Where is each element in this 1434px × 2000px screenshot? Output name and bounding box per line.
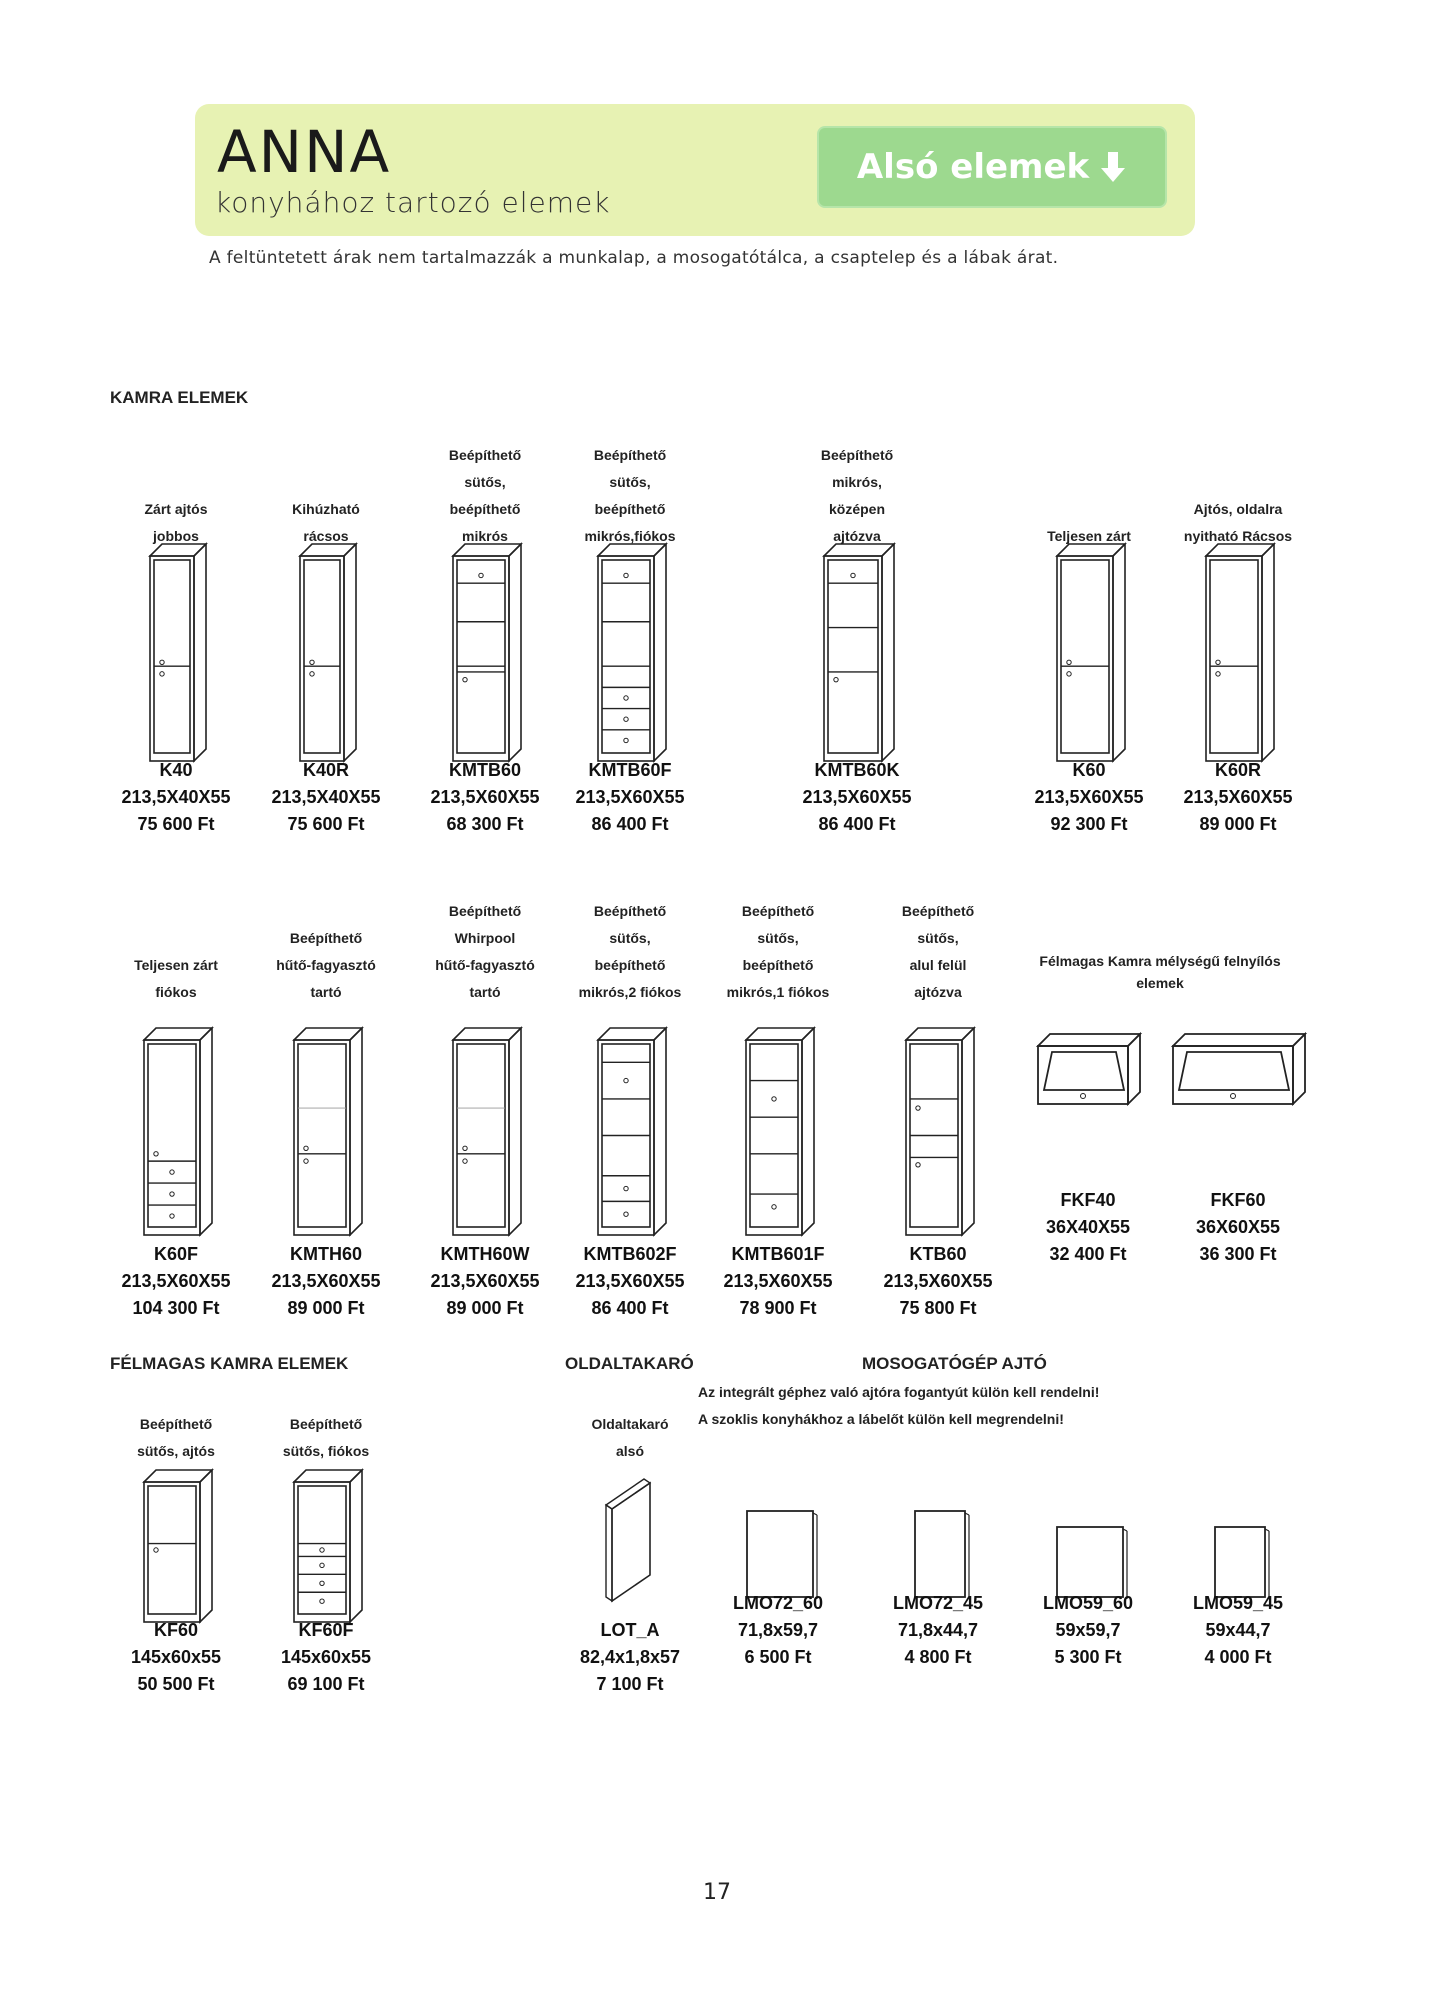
- section-oldaltakaro-title: OLDALTAKARÓ: [565, 1354, 694, 1373]
- product-code-block: [96, 1617, 256, 1698]
- item-size: 213,5X60X55: [271, 1271, 381, 1291]
- item-price: 86 400 Ft: [818, 814, 896, 834]
- product-code-block: [858, 1241, 1018, 1322]
- item-description: [863, 898, 1013, 1006]
- item-price: 36 300 Ft: [1199, 1244, 1277, 1264]
- item-code: K60R: [1214, 760, 1262, 780]
- item-price: 104 300 Ft: [132, 1298, 220, 1318]
- item-code: K40: [159, 760, 193, 780]
- item-size: 213,5X60X55: [430, 1271, 540, 1291]
- item-code: KMTB60F: [588, 760, 672, 780]
- item-code: KTB60: [909, 1244, 967, 1264]
- fkf-description: [1020, 950, 1300, 994]
- product-code-block: [96, 1241, 256, 1322]
- description-line: Beépíthető: [289, 930, 363, 946]
- item-code: FKF40: [1060, 1190, 1116, 1210]
- description-line: jobbos: [153, 528, 199, 544]
- price-disclaimer: A feltüntetett árak nem tartalmazzák a munkalap, a mosogatótálca, a csaptelep és a lábak árat.: [209, 248, 1059, 268]
- cabinet-drawing: [292, 1468, 368, 1626]
- item-price: 75 600 Ft: [287, 814, 365, 834]
- description-line: mikrós: [462, 528, 508, 544]
- item-price: 89 000 Ft: [446, 1298, 524, 1318]
- description-line: Teljesen zárt: [1047, 528, 1131, 544]
- product-code-block: [550, 757, 710, 838]
- wall-unit-drawing: [1171, 1030, 1315, 1120]
- cabinet-drawing: [148, 542, 212, 765]
- product-code-block: [777, 757, 937, 838]
- note-handle: Az integrált géphez való ajtóra fogantyút külön kell rendelni!: [698, 1384, 1100, 1400]
- brand-subtitle: konyhához tartozó elemek: [215, 186, 611, 219]
- item-description: [555, 1411, 705, 1465]
- description-line: Félmagas Kamra mélységű felnyílós: [1039, 953, 1281, 969]
- description-line: Kihúzható: [292, 501, 360, 517]
- description-line: középen: [828, 501, 885, 517]
- description-line: beépíthető: [594, 501, 666, 517]
- item-price: 75 800 Ft: [899, 1298, 977, 1318]
- description-line: alsó: [615, 1443, 644, 1459]
- item-size: 213,5X60X55: [121, 1271, 231, 1291]
- description-line: alul felül: [909, 957, 967, 973]
- cabinet-drawing: [596, 1026, 672, 1239]
- item-code: LOT_A: [600, 1620, 660, 1640]
- description-line: sütős,: [757, 930, 799, 946]
- product-code-block: [1009, 757, 1169, 838]
- product-code-block: [1008, 1187, 1168, 1268]
- item-size: 213,5X60X55: [575, 787, 685, 807]
- item-size: 213,5X60X55: [883, 1271, 993, 1291]
- item-code: K60: [1072, 760, 1106, 780]
- arrow-down-icon: [1099, 150, 1127, 184]
- description-line: Beépíthető: [901, 903, 975, 919]
- description-line: sütős, ajtós: [137, 1443, 215, 1459]
- description-line: Teljesen zárt: [134, 957, 218, 973]
- item-description: [782, 442, 932, 550]
- item-code: KMTB601F: [731, 1244, 825, 1264]
- item-size: 36X40X55: [1045, 1217, 1131, 1237]
- product-code-block: [1158, 1187, 1318, 1268]
- cabinet-drawing: [142, 1026, 218, 1239]
- item-code: K40R: [302, 760, 350, 780]
- also-elemek-button[interactable]: [817, 126, 1167, 208]
- item-code: LMO59_45: [1192, 1593, 1284, 1613]
- description-line: rácsos: [303, 528, 349, 544]
- brand-title: ANNA: [217, 118, 392, 186]
- item-size: 59x59,7: [1055, 1620, 1121, 1640]
- product-code-block: [550, 1241, 710, 1322]
- item-price: 68 300 Ft: [446, 814, 524, 834]
- item-price: 4 000 Ft: [1204, 1647, 1272, 1667]
- product-code-block: [698, 1590, 858, 1671]
- description-line: tartó: [310, 984, 342, 1000]
- description-line: ajtózva: [914, 984, 962, 1000]
- item-size: 145x60x55: [280, 1647, 372, 1667]
- item-code: LMO72_60: [732, 1593, 824, 1613]
- product-code-block: [246, 1241, 406, 1322]
- product-code-block: [405, 757, 565, 838]
- item-size: 213,5X60X55: [575, 1271, 685, 1291]
- product-code-block: [96, 757, 256, 838]
- item-price: 86 400 Ft: [591, 814, 669, 834]
- description-line: mikrós,1 fiókos: [726, 984, 830, 1000]
- side-panel-drawing: [600, 1475, 660, 1605]
- description-line: Whirpool: [454, 930, 516, 946]
- description-line: fiókos: [155, 984, 197, 1000]
- item-description: [251, 1411, 401, 1465]
- item-price: 7 100 Ft: [596, 1674, 664, 1694]
- cabinet-drawing: [451, 1026, 527, 1239]
- cabinet-drawing: [142, 1468, 218, 1626]
- description-line: elemek: [1136, 975, 1184, 991]
- description-line: beépíthető: [742, 957, 814, 973]
- cabinet-drawing: [451, 542, 527, 765]
- item-price: 69 100 Ft: [287, 1674, 365, 1694]
- product-code-block: [550, 1617, 710, 1698]
- item-price: 50 500 Ft: [137, 1674, 215, 1694]
- item-code: K60F: [153, 1244, 198, 1264]
- item-code: LMO72_45: [892, 1593, 984, 1613]
- description-line: sütős,: [609, 474, 651, 490]
- description-line: nyitható Rácsos: [1183, 528, 1293, 544]
- product-code-block: [1158, 1590, 1318, 1671]
- description-line: mikrós,2 fiókos: [578, 984, 682, 1000]
- description-line: Beépíthető: [448, 447, 522, 463]
- cabinet-drawing: [298, 542, 362, 765]
- item-size: 213,5X60X55: [1034, 787, 1144, 807]
- item-size: 36X60X55: [1195, 1217, 1281, 1237]
- section-felmagas-title: FÉLMAGAS KAMRA ELEMEK: [110, 1354, 349, 1373]
- item-price: 4 800 Ft: [904, 1647, 972, 1667]
- cabinet-drawing: [596, 542, 672, 765]
- item-size: 213,5X60X55: [1183, 787, 1293, 807]
- description-line: hűtő-fagyasztó: [435, 957, 535, 973]
- item-description: [410, 898, 560, 1006]
- item-size: 213,5X40X55: [271, 787, 381, 807]
- item-price: 5 300 Ft: [1054, 1647, 1122, 1667]
- wall-unit-drawing: [1036, 1030, 1150, 1120]
- item-size: 71,8x44,7: [897, 1620, 979, 1640]
- description-line: sütős,: [609, 930, 651, 946]
- description-line: mikrós,: [832, 474, 882, 490]
- description-line: Zárt ajtós: [144, 501, 208, 517]
- description-line: Ajtós, oldalra: [1193, 501, 1283, 517]
- description-line: mikrós,fiókos: [584, 528, 676, 544]
- description-line: Beépíthető: [741, 903, 815, 919]
- item-code: LMO59_60: [1042, 1593, 1134, 1613]
- item-price: 6 500 Ft: [744, 1647, 812, 1667]
- item-price: 86 400 Ft: [591, 1298, 669, 1318]
- page-number: 17: [703, 1880, 731, 1905]
- product-code-block: [405, 1241, 565, 1322]
- description-line: sütős, fiókos: [282, 1443, 370, 1459]
- item-description: [101, 1411, 251, 1465]
- description-line: beépíthető: [594, 957, 666, 973]
- cabinet-drawing: [822, 542, 900, 765]
- item-size: 82,4x1,8x57: [579, 1647, 681, 1667]
- item-price: 75 600 Ft: [137, 814, 215, 834]
- description-line: Beépíthető: [820, 447, 894, 463]
- item-description: [251, 925, 401, 1006]
- item-price: 32 400 Ft: [1049, 1244, 1127, 1264]
- item-price: 89 000 Ft: [287, 1298, 365, 1318]
- item-code: FKF60: [1210, 1190, 1266, 1210]
- item-size: 59x44,7: [1205, 1620, 1271, 1640]
- description-line: tartó: [469, 984, 501, 1000]
- product-code-block: [246, 757, 406, 838]
- item-description: [555, 442, 705, 550]
- item-code: KF60F: [298, 1620, 354, 1640]
- description-line: hűtő-fagyasztó: [276, 957, 376, 973]
- item-size: 213,5X40X55: [121, 787, 231, 807]
- description-line: Beépíthető: [593, 903, 667, 919]
- header-banner: [195, 104, 1195, 236]
- cabinet-drawing: [744, 1026, 820, 1239]
- cabinet-drawing: [904, 1026, 980, 1239]
- item-description: [703, 898, 853, 1006]
- item-code: KMTH60W: [440, 1244, 530, 1264]
- item-code: KMTH60: [289, 1244, 362, 1264]
- item-code: KMTB602F: [583, 1244, 677, 1264]
- description-line: Beépíthető: [289, 1416, 363, 1432]
- description-line: beépíthető: [449, 501, 521, 517]
- product-code-block: [698, 1241, 858, 1322]
- product-code-block: [246, 1617, 406, 1698]
- description-line: sütős,: [464, 474, 506, 490]
- description-line: sütős,: [917, 930, 959, 946]
- description-line: Oldaltakaró: [591, 1416, 669, 1432]
- item-description: [101, 952, 251, 1006]
- item-size: 213,5X60X55: [723, 1271, 833, 1291]
- item-description: [555, 898, 705, 1006]
- item-size: 213,5X60X55: [802, 787, 912, 807]
- cabinet-drawing: [1055, 542, 1131, 765]
- item-description: [410, 442, 560, 550]
- product-code-block: [1008, 1590, 1168, 1671]
- note-plinth: A szoklis konyhákhoz a lábelőt külön kell megrendelni!: [698, 1411, 1064, 1427]
- section-kamra-title: KAMRA ELEMEK: [110, 388, 249, 407]
- product-code-block: [1158, 757, 1318, 838]
- item-price: 92 300 Ft: [1050, 814, 1128, 834]
- item-size: 213,5X60X55: [430, 787, 540, 807]
- item-price: 89 000 Ft: [1199, 814, 1277, 834]
- description-line: ajtózva: [833, 528, 881, 544]
- description-line: Beépíthető: [448, 903, 522, 919]
- product-code-block: [858, 1590, 1018, 1671]
- also-elemek-label: Alsó elemek: [856, 147, 1090, 187]
- item-code: KF60: [153, 1620, 198, 1640]
- section-mosogatogep-title: MOSOGATÓGÉP AJTÓ: [862, 1354, 1047, 1373]
- item-size: 71,8x59,7: [737, 1620, 819, 1640]
- description-line: Beépíthető: [593, 447, 667, 463]
- cabinet-drawing: [292, 1026, 368, 1239]
- cabinet-drawing: [1204, 542, 1280, 765]
- item-code: KMTB60K: [814, 760, 900, 780]
- item-size: 145x60x55: [130, 1647, 222, 1667]
- description-line: Beépíthető: [139, 1416, 213, 1432]
- item-price: 78 900 Ft: [739, 1298, 817, 1318]
- item-code: KMTB60: [448, 760, 521, 780]
